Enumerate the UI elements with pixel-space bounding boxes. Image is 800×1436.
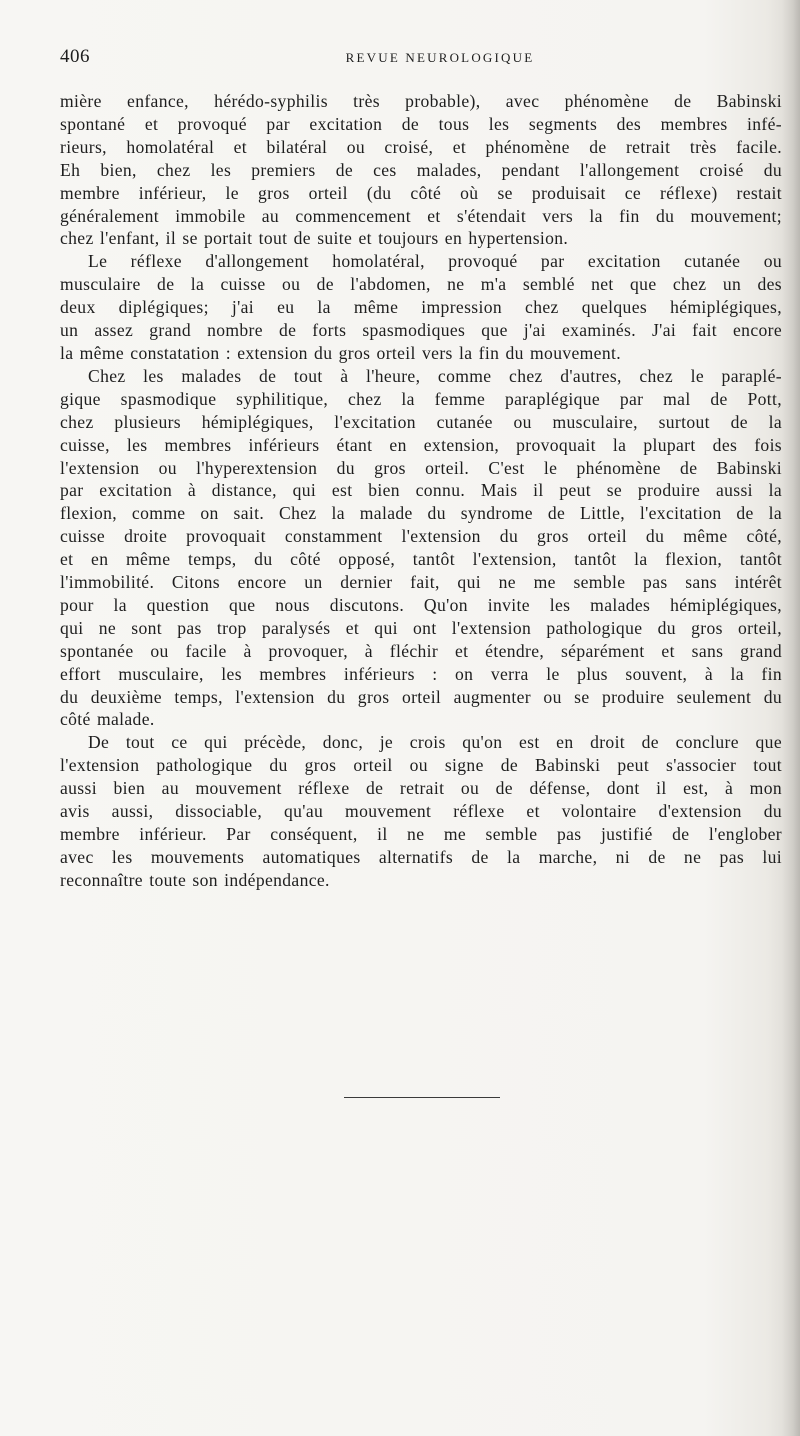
text-line: un assez grand nombre de forts spasmodiques que j'ai examinés. J'ai fait encore (60, 320, 782, 341)
paragraph-first-line: De tout ce qui précède, donc, je crois qu'on est en droit de conclure que (88, 732, 782, 753)
running-title: REVUE NEUROLOGIQUE (345, 50, 535, 65)
text-line: spontanée ou facile à provoquer, à fléchir et étendre, séparément et sans grand (60, 640, 782, 661)
text-line: qui ne sont pas trop paralysés et qui ont l'extension pathologique du gros orteil, (60, 617, 782, 638)
text-line: gique spasmodique syphilitique, chez la femme paraplégique par mal de Pott, (60, 388, 782, 409)
page-number: 406 (60, 46, 90, 67)
text-line: pour la question que nous discutons. Qu'on invite les malades hémiplégiques, (60, 594, 782, 615)
text-line: généralement immobile au commencement et s'étendait vers la fin du mouvement; (60, 205, 782, 226)
text-line: effort musculaire, les membres inférieurs : on verra le plus souvent, à la fin (60, 663, 782, 684)
text-line: l'extension ou l'hyperextension du gros orteil. C'est le phénomène de Babinski (60, 457, 782, 478)
text-line: flexion, comme on sait. Chez la malade du syndrome de Little, l'excitation de la (60, 503, 782, 524)
text-line: du deuxième temps, l'extension du gros orteil augmenter ou se produire seulement du (60, 686, 782, 707)
text-line: côté malade. (60, 709, 155, 730)
closing-rule (344, 1097, 500, 1098)
text-line: chez plusieurs hémiplégiques, l'excitation cutanée ou musculaire, surtout de la (60, 411, 782, 432)
text-line: aussi bien au mouvement réflexe de retrait ou de défense, dont il est, à mon (60, 778, 782, 799)
text-line: chez l'enfant, il se portait tout de suite et toujours en hypertension. (60, 228, 569, 249)
paragraph-first-line: Chez les malades de tout à l'heure, comme chez d'autres, chez le paraplé- (88, 365, 782, 386)
body-text (60, 90, 782, 892)
text-line: membre inférieur. Par conséquent, il ne me semble pas justifié de l'englober (60, 824, 782, 844)
text-line: cuisse droite provoquait constamment l'extension du gros orteil du même côté, (60, 526, 782, 547)
text-line: spontané et provoqué par excitation de tous les segments des membres infé- (60, 113, 782, 134)
page-header (60, 46, 780, 70)
text-line: deux diplégiques; j'ai eu la même impression chez quelques hémiplégiques, (60, 297, 782, 318)
text-line: par excitation à distance, qui est bien connu. Mais il peut se produire aussi la (60, 480, 782, 501)
text-line: cuisse, les membres inférieurs étant en extension, provoquait la plupart des fois (60, 434, 782, 455)
text-line: rieurs, homolatéral et bilatéral ou croisé, et phénomène de retrait très facile. (60, 136, 782, 157)
text-line: Eh bien, chez les premiers de ces malades, pendant l'allongement croisé du (60, 159, 782, 180)
page-edge-shadow (782, 0, 800, 1436)
text-line: avec les mouvements automatiques alternatifs de la marche, ni de ne pas lui (60, 846, 782, 867)
text-line: membre inférieur, le gros orteil (du côté où se produisait ce réflexe) restait (60, 182, 782, 203)
text-line: reconnaître toute son indépendance. (60, 869, 330, 890)
text-line: et en même temps, du côté opposé, tantôt l'extension, tantôt la flexion, tantôt (60, 549, 782, 570)
text-line: musculaire de la cuisse ou de l'abdomen, ne m'a semblé net que chez un des (60, 274, 782, 295)
text-line: l'immobilité. Citons encore un dernier fait, qui ne me semble pas sans intérêt (60, 572, 782, 593)
text-line: mière enfance, hérédo-syphilis très probable), avec phénomène de Babinski (60, 91, 782, 111)
text-line: la même constatation : extension du gros orteil vers la fin du mouvement. (60, 342, 621, 363)
text-line: l'extension pathologique du gros orteil ou signe de Babinski peut s'associer tout (60, 755, 782, 776)
paragraph-first-line: Le réflexe d'allongement homolatéral, provoqué par excitation cutanée ou (88, 251, 782, 272)
text-line: avis aussi, dissociable, qu'au mouvement réflexe et volontaire d'extension du (60, 801, 782, 822)
